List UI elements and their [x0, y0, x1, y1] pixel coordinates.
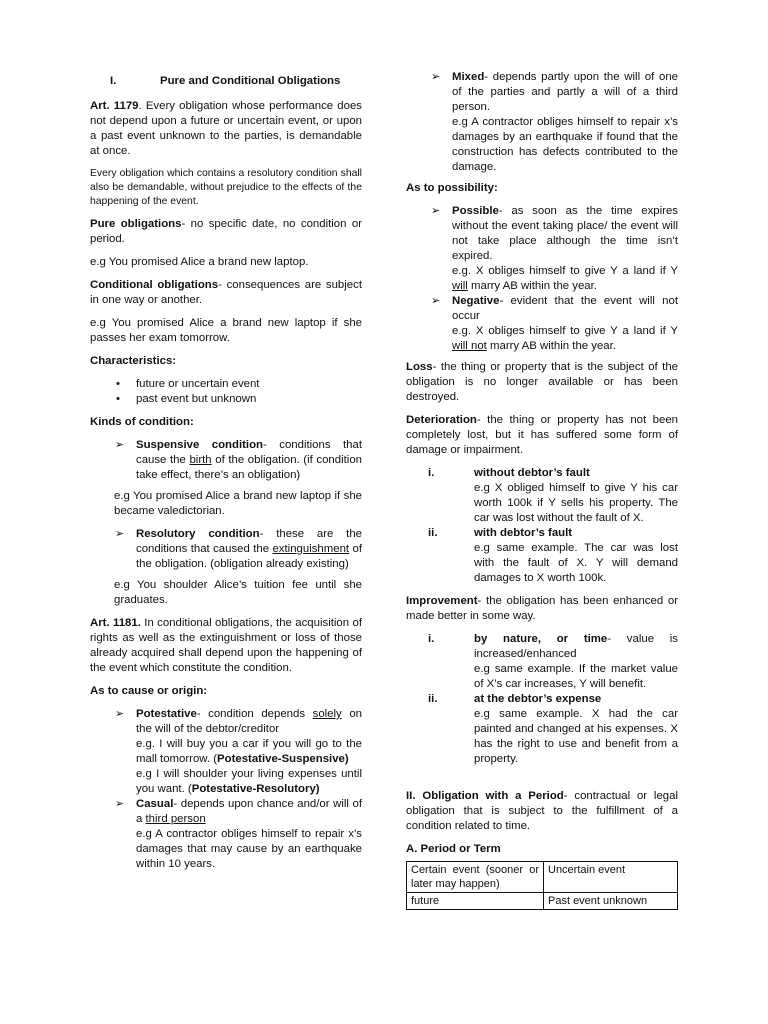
table-row — [407, 862, 678, 893]
possible-ex-b: marry AB within the year. — [467, 280, 597, 292]
resolutory-label: Resolutory condition — [136, 528, 260, 540]
period-term-table — [406, 861, 678, 910]
conditional-label: Conditional obligations — [90, 279, 219, 291]
roman-numeral: i. — [428, 467, 435, 479]
suspensive-example: e.g You promised Alice a brand new laptop if she became valedictorian. — [114, 490, 362, 517]
period-paragraph — [406, 789, 678, 834]
loss-label: Loss — [406, 361, 433, 373]
casual-underline: third person — [145, 813, 206, 825]
loss-paragraph — [406, 360, 678, 405]
negative-example — [452, 324, 678, 354]
negative-label: Negative — [452, 295, 500, 307]
art-1181-label: Art. 1181. — [90, 617, 141, 629]
negative-text: - evident that the event will not occur — [452, 295, 678, 322]
potestative-ex2-bold: Potestative-Resolutory) — [191, 783, 320, 795]
arrow-bullet-icon: ➢ — [115, 798, 125, 810]
resolutory-text-a: - these are the conditions that caused the — [136, 528, 362, 555]
kinds-heading — [90, 415, 362, 430]
possibility-heading-text: As to possibility: — [406, 182, 498, 194]
imp2-label: at the debtor’s expense — [474, 693, 602, 705]
list-item: • future or uncertain event — [90, 377, 362, 392]
arrow-bullet-icon: ➢ — [115, 528, 125, 540]
imp2-example: e.g same example. X had the car painted and changed at his expenses. X has the right to use and benefit from a property. — [474, 708, 678, 765]
cause-list — [90, 707, 362, 872]
arrow-bullet-icon: ➢ — [431, 71, 441, 83]
deterioration-list — [406, 466, 678, 586]
period-label: II. Obligation with a Period — [406, 790, 564, 802]
list-item — [406, 294, 678, 354]
mixed-list — [406, 70, 678, 175]
possible-ex-a: e.g. X obliges himself to give Y a land if Y — [452, 265, 678, 277]
suspensive-text-a: - conditions that cause the — [136, 439, 362, 466]
roman-numeral: ii. — [428, 693, 438, 705]
det-item-example: e.g X obliged himself to give Y his car worth 100k if Y sells his property. The car was lost without the fault of X. — [474, 482, 678, 524]
suspensive-underline: birth — [189, 454, 212, 466]
list-item: • past event but unknown — [90, 392, 362, 407]
list-item — [90, 707, 362, 797]
table-cell: Past event unknown — [544, 893, 678, 910]
potestative-text-b: on the will of the debtor/creditor — [136, 708, 362, 735]
suspensive-list — [90, 438, 362, 483]
possible-text: - as soon as the time expires without the event taking place/ the event will not take place although the time isn’t expired. — [452, 205, 678, 262]
section-heading — [90, 74, 362, 89]
suspensive-text-b: of the obligation. (if condition take effect, there’s an obligation) — [136, 454, 362, 481]
arrow-bullet-icon: ➢ — [115, 708, 125, 720]
table-cell: Uncertain event — [544, 862, 678, 893]
roman-numeral: ii. — [428, 527, 438, 539]
deterioration-label: Deterioration — [406, 414, 477, 426]
list-item — [90, 438, 362, 483]
conditional-obligations-paragraph — [90, 278, 362, 308]
conditional-example: e.g You promised Alice a brand new laptop if she passes her exam tomorrow. — [90, 317, 362, 344]
pure-label: Pure obligations — [90, 218, 182, 230]
possibility-list — [406, 204, 678, 354]
mixed-example: e.g A contractor obliges himself to repair x’s damages by an earthquake if found that the construction has defects contributed to the damage. — [452, 116, 678, 173]
improvement-paragraph — [406, 594, 678, 624]
possibility-heading — [406, 181, 678, 196]
det-item-label: with debtor’s fault — [474, 527, 573, 539]
list-item — [406, 466, 678, 526]
art-1179-label: Art. 1179 — [90, 100, 139, 112]
improvement-list — [406, 632, 678, 767]
list-item — [406, 632, 678, 692]
list-item — [406, 204, 678, 294]
right-column — [406, 70, 678, 910]
potestative-text-a: - condition depends — [196, 708, 313, 720]
resolutory-list — [90, 527, 362, 572]
casual-text-a: - depends upon chance and/or will of a — [136, 798, 362, 825]
section-number: I. — [110, 75, 117, 87]
negative-ex-a: e.g. X obliges himself to give Y a land if Y — [452, 325, 678, 337]
art-1181-text: In conditional obligations, the acquisition of rights as well as the extinguishment or loss of those already acquired shall depend upon the happening of the event which constitute the condition. — [90, 617, 362, 674]
art-1181-paragraph — [90, 616, 362, 676]
improvement-text: - the obligation has been enhanced or made better in some way. — [406, 595, 678, 622]
list-item — [406, 526, 678, 586]
imp1-label: by nature, or time — [474, 633, 608, 645]
mixed-text: - depends partly upon the will of one of the parties and partly a will of a third person. — [452, 71, 678, 113]
negative-ex-b: marry AB within the year. — [486, 340, 616, 352]
imp1-text: - value is increased/enhanced — [474, 633, 678, 660]
pure-obligations-paragraph — [90, 217, 362, 247]
arrow-bullet-icon: ➢ — [115, 439, 125, 451]
term-heading — [406, 842, 678, 857]
casual-example: e.g A contractor obliges himself to repair x’s damages that may cause by an earthquake within 10 years. — [136, 828, 362, 870]
art-1179-text: . Every obligation whose performance does not depend upon a future or uncertain event, or upon a past event unknown to the parties, is demandable at once. — [90, 100, 362, 157]
characteristics-heading-text: Characteristics: — [90, 355, 177, 367]
potestative-ex1-text: e.g. I will buy you a car if you will go to the mall tomorrow. ( — [136, 738, 362, 765]
deterioration-paragraph — [406, 413, 678, 458]
potestative-underline: solely — [312, 708, 342, 720]
possible-ex-underline: will — [452, 280, 468, 292]
pure-example: e.g You promised Alice a brand new laptop. — [90, 256, 309, 268]
potestative-example-1 — [136, 737, 362, 767]
imp1-example: e.g same example. If the market value of X’s car increases, Y will benefit. — [474, 663, 678, 690]
arrow-bullet-icon: ➢ — [431, 205, 441, 217]
possible-label: Possible — [452, 205, 499, 217]
list-item — [90, 527, 362, 572]
left-column — [90, 70, 362, 878]
conditional-text: - consequences are subject in one way or another. — [90, 279, 362, 306]
deterioration-text: - the thing or property has not been completely lost, but it has suffered some form of damage or impairment. — [406, 414, 678, 456]
casual-label: Casual — [136, 798, 174, 810]
roman-numeral: i. — [428, 633, 435, 645]
improvement-label: Improvement — [406, 595, 478, 607]
potestative-ex2-text: e.g I will shoulder your living expenses until you want. ( — [136, 768, 362, 795]
table-cell: future — [407, 893, 544, 910]
det-item-example: e.g same example. The car was lost with the fault of X. Y will demand damages to X worth 100k. — [474, 542, 678, 584]
term-heading-text: A. Period or Term — [406, 843, 501, 855]
mixed-label: Mixed — [452, 71, 485, 83]
resolutory-paragraph: Every obligation which contains a resolutory condition shall also be demandable, without prejudice to the effects of the happening of the event. — [90, 168, 362, 207]
list-item — [406, 70, 678, 175]
cause-heading — [90, 684, 362, 699]
arrow-bullet-icon: ➢ — [431, 295, 441, 307]
period-text: - contractual or legal obligation that is subject to the fulfillment of a condition related to time. — [406, 790, 678, 832]
resolutory-text-b: of the obligation. (obligation already existing) — [136, 543, 362, 570]
suspensive-label: Suspensive condition — [136, 439, 264, 451]
table-cell: Certain event (sooner or later may happen) — [407, 862, 544, 893]
section-title: Pure and Conditional Obligations — [160, 75, 341, 87]
resolutory-example: e.g You shoulder Alice’s tuition fee until she graduates. — [114, 579, 362, 606]
cause-heading-text: As to cause or origin: — [90, 685, 208, 697]
kinds-heading-text: Kinds of condition: — [90, 416, 194, 428]
possible-example — [452, 264, 678, 294]
det-item-label: without debtor’s fault — [474, 467, 590, 479]
table-row — [407, 893, 678, 910]
potestative-ex1-bold: Potestative-Suspensive) — [217, 753, 349, 765]
negative-ex-underline: will not — [452, 340, 487, 352]
resolutory-underline: extinguishment — [272, 543, 350, 555]
list-item — [406, 692, 678, 767]
characteristics-heading — [90, 354, 362, 369]
loss-text: - the thing or property that is the subject of the obligation is no longer available or has been destroyed. — [406, 361, 678, 403]
potestative-example-2 — [136, 767, 362, 797]
art-1179-paragraph — [90, 99, 362, 159]
pure-text: - no specific date, no condition or period. — [90, 218, 362, 245]
list-item — [90, 797, 362, 872]
potestative-label: Potestative — [136, 708, 197, 720]
characteristics-list — [90, 377, 362, 407]
